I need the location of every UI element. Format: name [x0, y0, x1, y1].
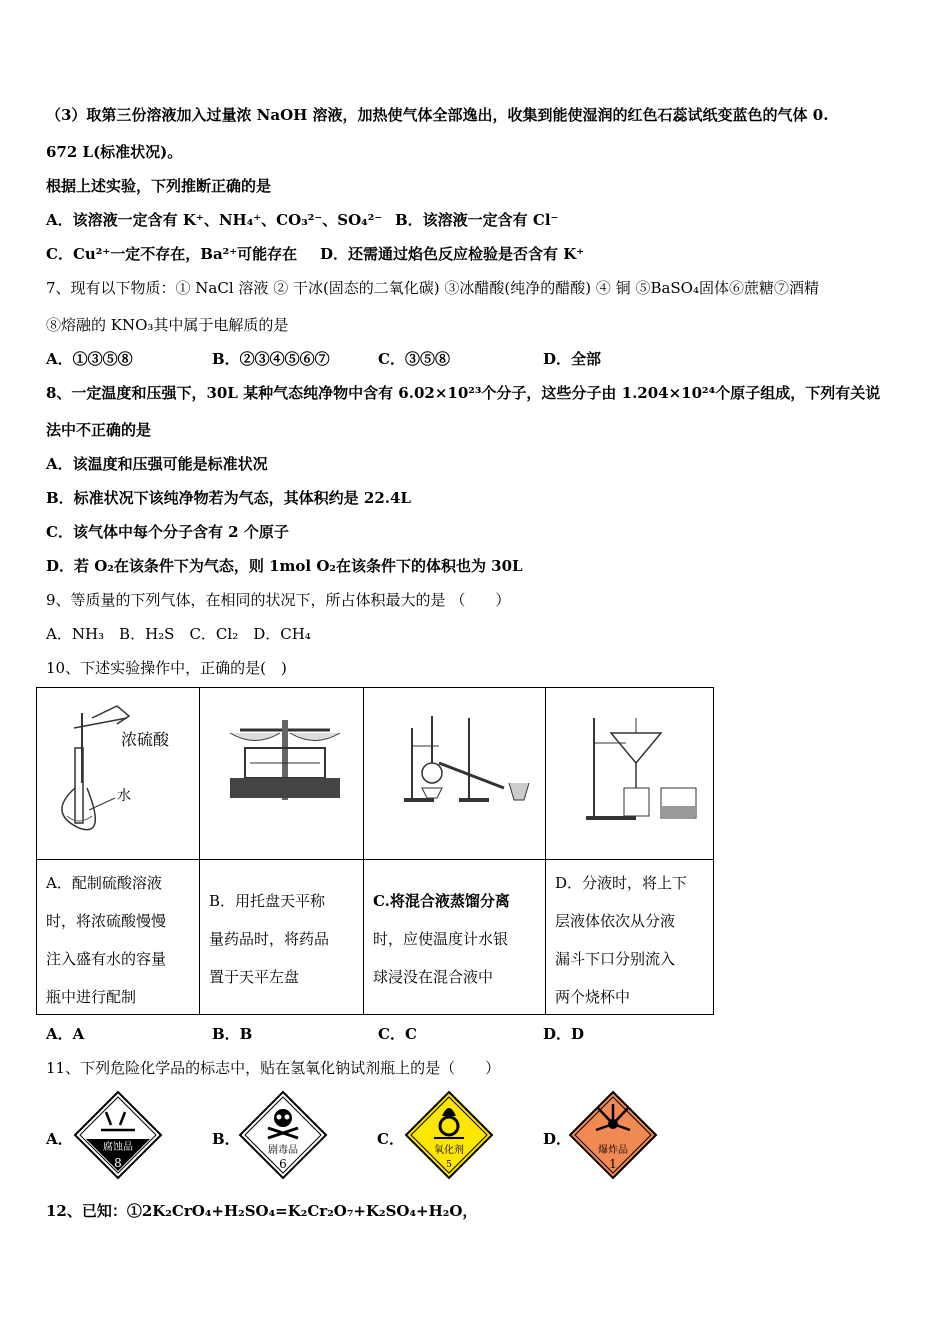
explosive-sign-text: 爆炸品 — [598, 1145, 628, 1156]
explosive-hazard-icon — [568, 1090, 658, 1180]
q10-caption-line: 两个烧杯中 — [555, 988, 631, 1006]
q8-stem-line2: 法中不正确的是 — [46, 421, 152, 439]
separatory-funnel-diagram — [546, 688, 713, 859]
oxidizer-sign-text: 氧化剂 — [434, 1145, 464, 1156]
toxic-sign-number: 6 — [279, 1157, 287, 1171]
q10-caption-line: C.将混合液蒸馏分离 — [373, 892, 510, 910]
q11-label-d: D． — [543, 1130, 572, 1148]
q10-image-cell-a — [37, 688, 200, 860]
q8-option-c: C．该气体中每个分子含有 2 个原子 — [46, 523, 289, 541]
q10-option-b: B．B — [212, 1025, 253, 1043]
label-concentrated-sulfuric-acid: 浓硫酸 — [121, 730, 170, 749]
toxic-sign-text: 剧毒品 — [268, 1145, 298, 1156]
q10-caption-line: 漏斗下口分别流入 — [555, 950, 676, 968]
q10-caption-line: 时，将浓硫酸慢慢 — [46, 912, 167, 930]
q10-option-a: A．A — [46, 1025, 85, 1043]
q9-options: A．NH₃ B．H₂S C．Cl₂ D．CH₄ — [46, 625, 311, 643]
distillation-diagram — [364, 688, 545, 859]
q10-image-cell-b — [200, 688, 364, 860]
q10-caption-line: B．用托盘天平称 — [209, 892, 326, 910]
q9-stem: 9、等质量的下列气体，在相同的状况下，所占体积最大的是 （ ） — [46, 591, 511, 609]
q6-option-c: C．Cu²⁺一定不存在，Ba²⁺可能存在 — [46, 245, 298, 263]
q8-option-d: D．若 O₂在该条件下为气态，则 1mol O₂在该条件下的体积也为 30L — [46, 557, 523, 575]
q10-caption-line: 量药品时，将药品 — [209, 930, 330, 948]
q10-caption-b — [200, 860, 364, 1015]
corrosive-sign-number: 8 — [114, 1156, 122, 1170]
q11-label-b: B． — [212, 1130, 240, 1148]
q10-caption-d — [546, 860, 714, 1015]
q7-option-d: D．全部 — [543, 350, 602, 368]
q7-stem-line2: ⑧熔融的 KNO₃其中属于电解质的是 — [46, 316, 289, 334]
q6-option-a: A．该溶液一定含有 K⁺、NH₄⁺、CO₃²⁻、SO₄²⁻ — [46, 211, 383, 229]
q6-option-d: D．还需通过焰色反应检验是否含有 K⁺ — [320, 245, 585, 263]
corrosive-sign-text: 腐蚀品 — [103, 1142, 133, 1153]
q6-step3-line1: （3）取第三份溶液加入过量浓 NaOH 溶液，加热使气体全部逸出，收集到能使湿润的红色石蕊试纸变蓝色的气体 0. — [46, 106, 829, 124]
q11-stem: 11、下列危险化学品的标志中，贴在氢氧化钠试剂瓶上的是（ ） — [46, 1059, 501, 1077]
q12-stem: 12、已知：①2K₂CrO₄+H₂SO₄=K₂Cr₂O₇+K₂SO₄+H₂O， — [46, 1202, 478, 1220]
q8-option-b: B．标准状况下该纯净物若为气态，其体积约是 22.4L — [46, 489, 411, 507]
q11-label-a: A． — [46, 1130, 73, 1148]
q10-caption-line: 层液体依次从分液 — [555, 912, 676, 930]
oxidizer-hazard-icon — [404, 1090, 494, 1180]
q10-image-cell-c — [364, 688, 546, 860]
q7-option-a: A．①③⑤⑧ — [46, 350, 133, 368]
q6-option-b: B．该溶液一定含有 Cl⁻ — [395, 211, 559, 229]
q10-caption-line: 球浸没在混合液中 — [373, 968, 494, 986]
q8-stem-line1: 8、一定温度和压强下，30L 某种气态纯净物中含有 6.02×10²³个分子，这些分子由 1.204×10²⁴个原子组成，下列有关说 — [46, 384, 881, 402]
balance-diagram — [200, 688, 363, 859]
toxic-hazard-icon — [238, 1090, 328, 1180]
q11-label-c: C． — [377, 1130, 404, 1148]
oxidizer-sign-number: 5 — [446, 1160, 452, 1170]
q10-caption-line: A．配制硫酸溶液 — [46, 874, 162, 892]
volumetric-flask-diagram — [37, 688, 199, 859]
q6-step3-line2: 672 L(标准状况)。 — [46, 143, 183, 161]
q10-caption-line: 注入盛有水的容量 — [46, 950, 167, 968]
q10-option-d: D．D — [543, 1025, 585, 1043]
q10-image-cell-d — [546, 688, 714, 860]
q10-caption-line: 时，应使温度计水银 — [373, 930, 509, 948]
q10-caption-c — [364, 860, 546, 1015]
corrosive-hazard-icon — [73, 1090, 163, 1180]
label-water: 水 — [117, 788, 131, 804]
q10-stem: 10、下述实验操作中，正确的是( ) — [46, 659, 287, 677]
q10-caption-a — [37, 860, 200, 1015]
q10-experiment-table — [36, 687, 714, 1015]
q7-option-b: B．②③④⑤⑥⑦ — [212, 350, 330, 368]
q10-caption-line: 置于天平左盘 — [209, 968, 300, 986]
q6-prompt: 根据上述实验，下列推断正确的是 — [46, 177, 272, 195]
q8-option-a: A．该温度和压强可能是标准状况 — [46, 455, 268, 473]
q10-caption-line: D．分液时，将上下 — [555, 874, 688, 892]
q10-option-c: C．C — [378, 1025, 417, 1043]
q7-option-c: C．③⑤⑧ — [378, 350, 450, 368]
explosive-sign-number: 1 — [609, 1157, 617, 1171]
q7-stem-line1: 7、现有以下物质：① NaCl 溶液 ② 干冰(固态的二氧化碳) ③冰醋酸(纯净的醋酸) ④ 铜 ⑤BaSO₄固体⑥蔗糖⑦酒精 — [46, 279, 819, 297]
q10-caption-line: 瓶中进行配制 — [46, 988, 137, 1006]
